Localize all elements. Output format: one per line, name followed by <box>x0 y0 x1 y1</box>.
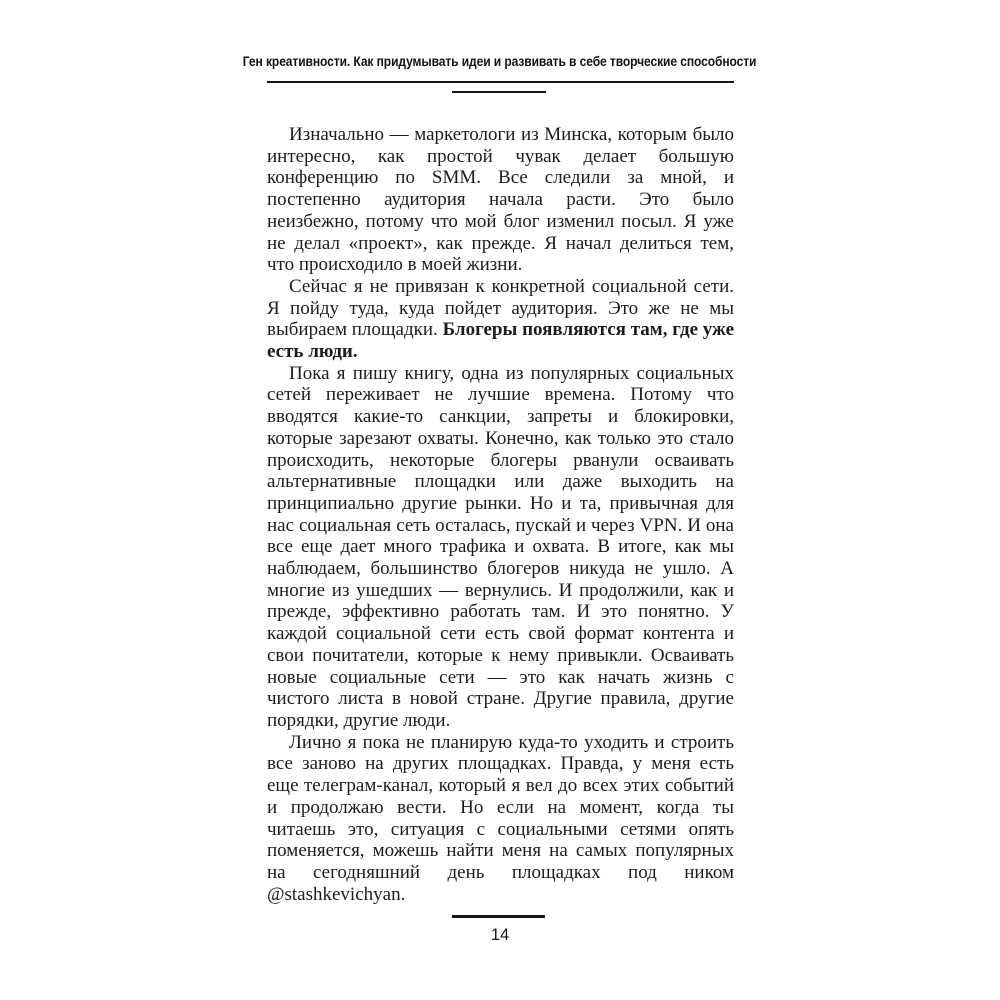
paragraph-2 <box>267 276 734 363</box>
paragraph-4 <box>267 732 734 906</box>
paragraph-3 <box>267 363 734 732</box>
running-head <box>0 53 1000 69</box>
paragraph-2-bold-text: Блогеры появляются там, где уже есть люди. <box>267 319 735 363</box>
page-body <box>267 124 734 905</box>
header-rule <box>267 81 734 83</box>
paragraph-2-text: Сейчас я не привязан к конкретной социальной сети. Я пойду туда, куда пойдет аудитория. Это же не мы выбираем площадки. <box>267 275 734 341</box>
page-number: 14 <box>490 926 510 944</box>
footer-divider <box>452 915 545 918</box>
paragraph-1 <box>267 124 734 276</box>
header-divider <box>452 91 546 93</box>
paragraph-3-text: Пока я пишу книгу, одна из популярных социальных сетей переживает не лучшие времена. Потому что вводятся какие-то санкции, запреты и блокировки, которые зарезают охваты. Конечно, как только это стало происходить, некоторые блогеры рванули осваивать альтернативные площадки или даже выходить на принципиально другие рынки. Но и та, привычная для нас социальная сеть осталась, пускай и через VPN. И она все еще дает много трафика и охвата. В итоге, как мы наблюдаем, большинство блогеров никуда не ушло. А многие из ушедших — вернулись. И продолжили, как и прежде, эффективно работать там. И это понятно. У каждой социальной сети есть свой формат контента и свои почитатели, которые к нему привыкли. Осваивать новые социальные сети — это как начать жизнь с чистого листа в новой стране. Другие правила, другие порядки, другие люди. <box>267 362 734 731</box>
running-head-title: Ген креативности. Как придумывать идеи и развивать в себе творческие способности <box>243 53 757 69</box>
paragraph-4-text: Лично я пока не планирую куда-то уходить и строить все заново на других площадках. Правда, у меня есть еще телеграм-канал, который я вел до всех этих событий и продолжаю вести. Но если на момент, когда ты читаешь это, ситуация с социальными сетями опять поменяется, можешь найти меня на самых популярных на сегодняшний день площадках под ником @stashkevichyan. <box>267 731 734 905</box>
paragraph-1-text: Изначально — маркетологи из Минска, которым было интересно, как простой чувак делает большую конференцию по SMM. Все следили за мной, и постепенно аудитория начала расти. Это было неизбежно, потому что мой блог изменил посыл. Я уже не делал «проект», как прежде. Я начал делиться тем, что происходило в моей жизни. <box>267 124 734 276</box>
